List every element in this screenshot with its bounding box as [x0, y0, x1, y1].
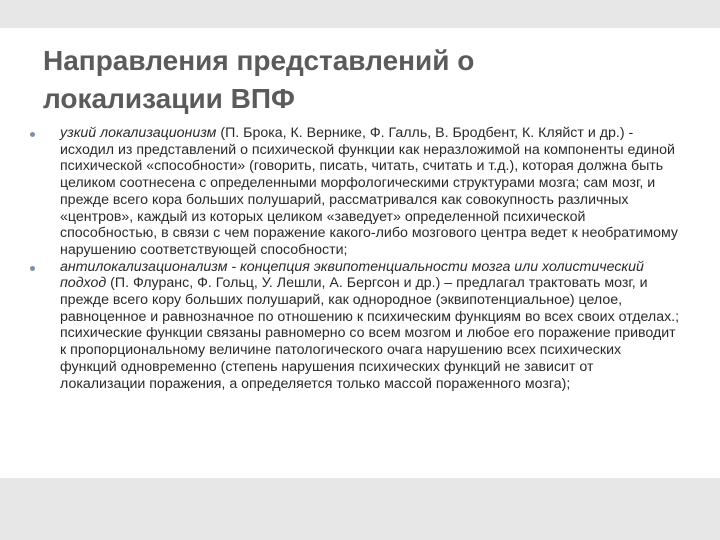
bullet-list: [30, 125, 680, 392]
bullet-item-narrow-localizationism: [30, 125, 680, 259]
title-line-1: Направления представлений о: [43, 45, 475, 76]
bullet-term: антилокализационализм - концепция эквипотенциальности мозга или холистический подход: [60, 258, 644, 292]
bottom-background-band: [0, 478, 720, 540]
bullet-description: (П. Флуранс, Ф. Гольц, У. Лешли, А. Бергсон и др.) – предлагал трактовать мозг, и прежде всего кору больших полушарий, как однородное (эквипотенциальное) целое, равноценное и равнозначное по отношению к психическим функциям во всех своих отделах.; психические функции связаны равномерно со всем мозгом и любое его поражение приводит к пропорциональному величине патологического очага нарушению всех психических функций одновременно (степень нарушения психических функций не зависит от локализации поражения, а определяется только массой пораженного мозга);: [60, 275, 680, 392]
bullet-dot-icon: [30, 132, 35, 137]
top-background-band: [0, 0, 720, 28]
bullet-text: [60, 125, 680, 259]
bullet-text: [60, 259, 680, 393]
bullet-term: узкий локализационизм: [60, 125, 217, 141]
bullet-item-antilocalizationism: [30, 259, 680, 393]
bullet-description: (П. Брока, К. Вернике, Ф. Галль, В. Бродбент, К. Кляйст и др.) - исходил из представлений о психической функции как неразложимой на компоненты единой психической «способности» (говорить, писать, читать, считать и т.д.), которая должна быть целиком соотнесена с определенными морфологическими структурами мозга; сам мозг, и прежде всего кора больших полушарий, рассматривался как совокупность различных «центров», каждый из которых целиком «заведует» определенной психической способностью, в связи с чем поражение какого-либо мозгового центра ведет к необратимому нарушению соответствующей способности;: [60, 125, 678, 258]
bullet-dot-icon: [30, 266, 35, 271]
slide-title: [43, 42, 663, 118]
title-line-2: локализации ВПФ: [43, 83, 295, 114]
